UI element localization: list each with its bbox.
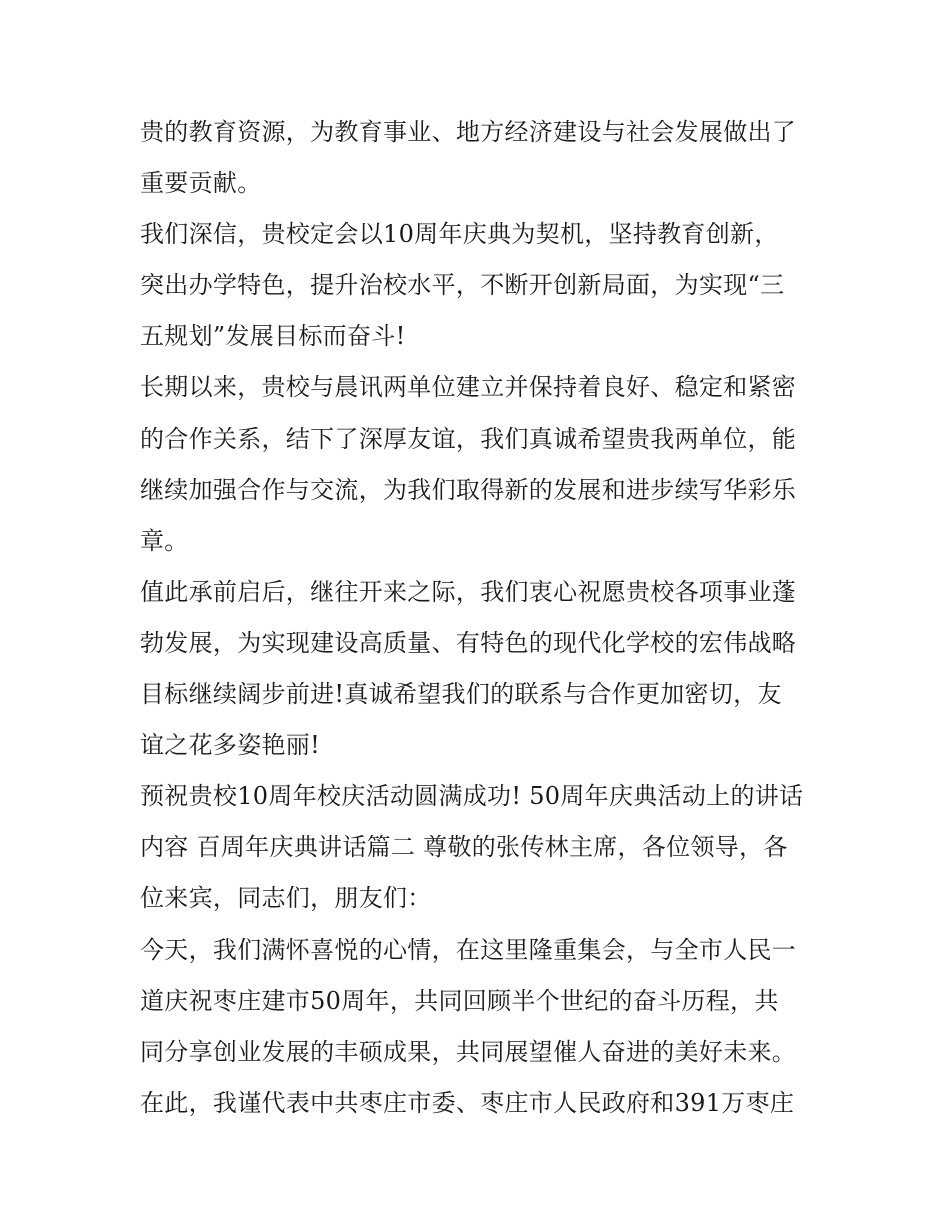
text-line: 勃发展，为实现建设高质量、有特色的现代化学校的宏伟战略	[140, 628, 797, 657]
document-body	[140, 107, 820, 1129]
text-line: 贵的教育资源，为教育事业、地方经济建设与社会发展做出了	[140, 118, 797, 146]
text-line: 重要贡献。	[140, 169, 262, 198]
paragraph-contribution	[140, 107, 820, 209]
text-line: 值此承前启后，继往开来之际，我们衷心祝愿贵校各项事业蓬	[140, 577, 797, 606]
text-line: 预祝贵校10周年校庆活动圆满成功! 50周年庆典活动上的讲话	[140, 782, 804, 811]
text-line: 位来宾，同志们，朋友们：	[140, 884, 432, 913]
text-line: 章。	[140, 526, 189, 555]
paragraph-cooperation	[140, 362, 820, 566]
text-line: 的合作关系，结下了深厚友谊，我们真诚希望贵我两单位，能	[140, 424, 797, 453]
text-line: 五规划”发展目标而奋斗!	[140, 322, 406, 351]
text-line: 今天，我们满怀喜悦的心情，在这里隆重集会，与全市人民一	[140, 935, 797, 964]
text-line: 同分享创业发展的丰硕成果，共同展望催人奋进的美好未来。	[140, 1037, 797, 1066]
text-line: 继续加强合作与交流，为我们取得新的发展和进步续写华彩乐	[140, 475, 797, 504]
text-line: 内容 百周年庆典讲话篇二 尊敬的张传林主席，各位领导，各	[140, 833, 788, 862]
text-line: 突出办学特色，提升治校水平，不断开创新局面，为实现“三	[140, 271, 785, 300]
text-line: 谊之花多姿艳丽!	[140, 731, 321, 760]
paragraph-on-behalf	[140, 1078, 820, 1129]
text-line: 目标继续阔步前进!真诚希望我们的联系与合作更加密切，友	[140, 680, 782, 709]
paragraph-wishes	[140, 567, 820, 771]
paragraph-speech-intro	[140, 771, 820, 924]
text-line: 在此，我谨代表中共枣庄市委、枣庄市人民政府和391万枣庄	[140, 1088, 795, 1117]
text-line: 长期以来，贵校与晨讯两单位建立并保持着良好、稳定和紧密	[140, 373, 797, 402]
paragraph-belief	[140, 209, 820, 362]
paragraph-celebration	[140, 925, 820, 1078]
text-line: 道庆祝枣庄建市50周年，共同回顾半个世纪的奋斗历程，共	[140, 986, 779, 1015]
text-line: 我们深信，贵校定会以10周年庆典为契机，坚持教育创新，	[140, 220, 779, 249]
